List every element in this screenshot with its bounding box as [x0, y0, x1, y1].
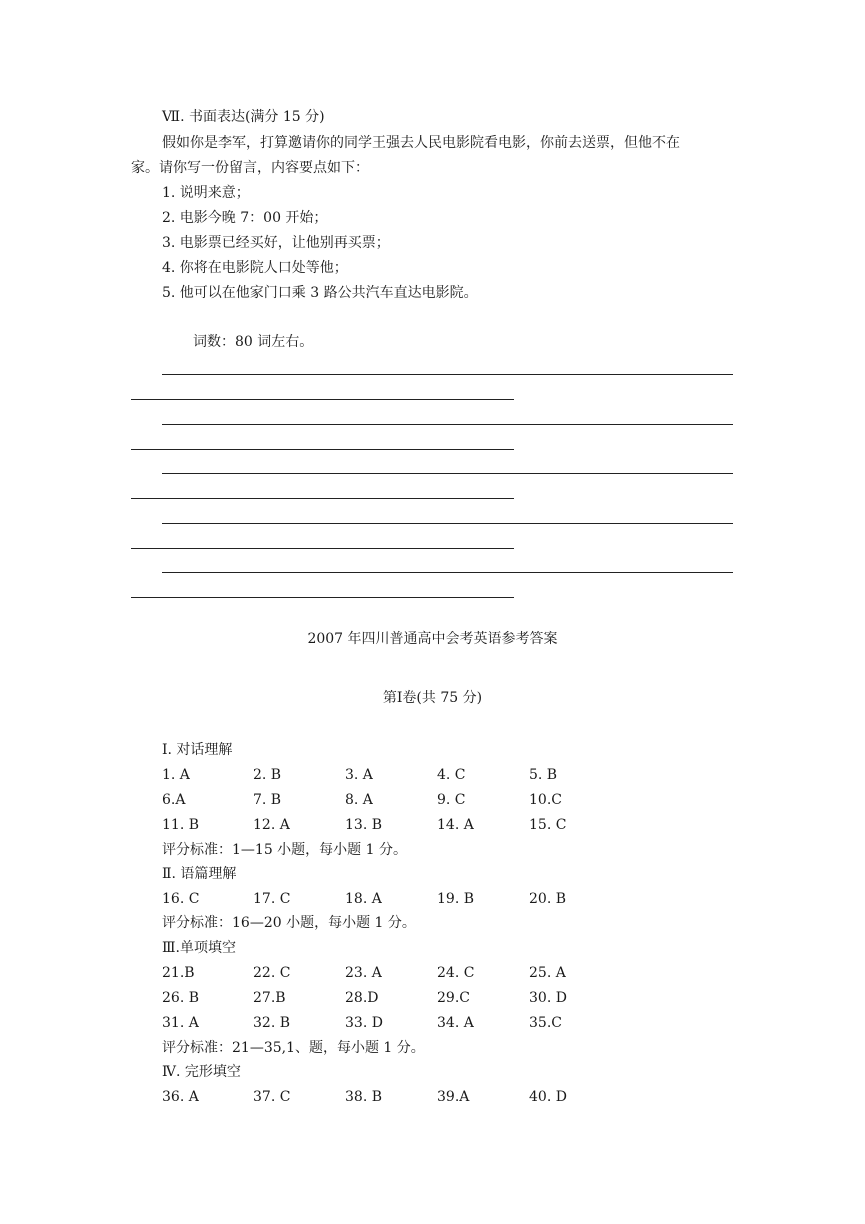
prompt-text-line-2: 家。请你写一份留言，内容要点如下： [131, 160, 369, 176]
writing-line [162, 572, 733, 573]
writing-line [131, 498, 514, 499]
answer-cell: 19. B [437, 891, 475, 907]
writing-line [162, 374, 733, 375]
writing-line [131, 548, 514, 549]
writing-line [162, 473, 733, 474]
point-4: 4. 你将在电影院人口处等他； [162, 260, 348, 276]
answer-cell: 1. A [162, 767, 190, 783]
answer-cell: 20. B [529, 891, 567, 907]
answer-cell: 13. B [345, 817, 383, 833]
answer-cell: 23. A [345, 965, 382, 981]
answer-cell: 37. C [253, 1089, 291, 1105]
answer-cell: 6.A [162, 792, 186, 808]
answer-cell: 18. A [345, 891, 382, 907]
word-count-requirement: 词数：80 词左右。 [193, 334, 314, 350]
answer-cell: 9. C [437, 792, 466, 808]
answer-cell: 33. D [345, 1015, 383, 1031]
answer-cell: 40. D [529, 1089, 567, 1105]
answer-cell: 38. B [345, 1089, 383, 1105]
prompt-text-line-1: 假如你是李军，打算邀请你的同学王强去人民电影院看电影，你前去送票，但他不在 [162, 135, 680, 151]
answer-cell: 24. C [437, 965, 475, 981]
writing-line [131, 597, 514, 598]
answer-cell: 11. B [162, 817, 200, 833]
writing-line [162, 424, 733, 425]
answer-cell: 28.D [345, 990, 379, 1006]
point-3: 3. 电影票已经买好，让他别再买票； [162, 235, 390, 251]
answer-cell: 14. A [437, 817, 474, 833]
answer-cell: 21.B [162, 965, 195, 981]
writing-line [162, 523, 733, 524]
answer-cell: 16. C [162, 891, 200, 907]
answer-cell: 32. B [253, 1015, 291, 1031]
point-1: 1. 说明来意； [162, 185, 250, 201]
point-2: 2. 电影今晚 7：00 开始； [162, 210, 328, 226]
answer-cell: 35.C [529, 1015, 562, 1031]
writing-line [131, 449, 514, 450]
section-heading: Ⅰ. 对话理解 [162, 742, 233, 758]
section-heading: Ⅳ. 完形填空 [162, 1064, 241, 1080]
scoring-note: 评分标准：21—35,1、题，每小题 1 分。 [162, 1040, 425, 1056]
scoring-note: 评分标准：1—15 小题，每小题 1 分。 [162, 842, 407, 858]
answer-cell: 15. C [529, 817, 567, 833]
answer-key-title: 2007 年四川普通高中会考英语参考答案 [307, 631, 558, 647]
writing-line [131, 399, 514, 400]
volume-heading: 第Ⅰ卷(共 75 分) [382, 690, 483, 706]
answer-cell: 7. B [253, 792, 282, 808]
answer-cell: 27.B [253, 990, 286, 1006]
answer-cell: 8. A [345, 792, 373, 808]
answer-cell: 39.A [437, 1089, 470, 1105]
answer-cell: 31. A [162, 1015, 199, 1031]
section-heading: Ⅲ.单项填空 [162, 940, 236, 956]
answer-cell: 29.C [437, 990, 470, 1006]
answer-cell: 25. A [529, 965, 566, 981]
answer-cell: 34. A [437, 1015, 474, 1031]
answer-cell: 26. B [162, 990, 200, 1006]
answer-cell: 2. B [253, 767, 282, 783]
answer-cell: 30. D [529, 990, 567, 1006]
answer-cell: 12. A [253, 817, 290, 833]
answer-cell: 10.C [529, 792, 562, 808]
answer-cell: 17. C [253, 891, 291, 907]
answer-cell: 36. A [162, 1089, 199, 1105]
point-5: 5. 他可以在他家门口乘 3 路公共汽车直达电影院。 [162, 285, 478, 301]
answer-cell: 4. C [437, 767, 466, 783]
answer-cell: 5. B [529, 767, 558, 783]
answer-cell: 22. C [253, 965, 291, 981]
section-heading: Ⅱ. 语篇理解 [162, 866, 237, 882]
scoring-note: 评分标准：16—20 小题，每小题 1 分。 [162, 915, 416, 931]
section-heading-writing: Ⅶ. 书面表达(满分 15 分) [162, 109, 325, 125]
answer-cell: 3. A [345, 767, 373, 783]
